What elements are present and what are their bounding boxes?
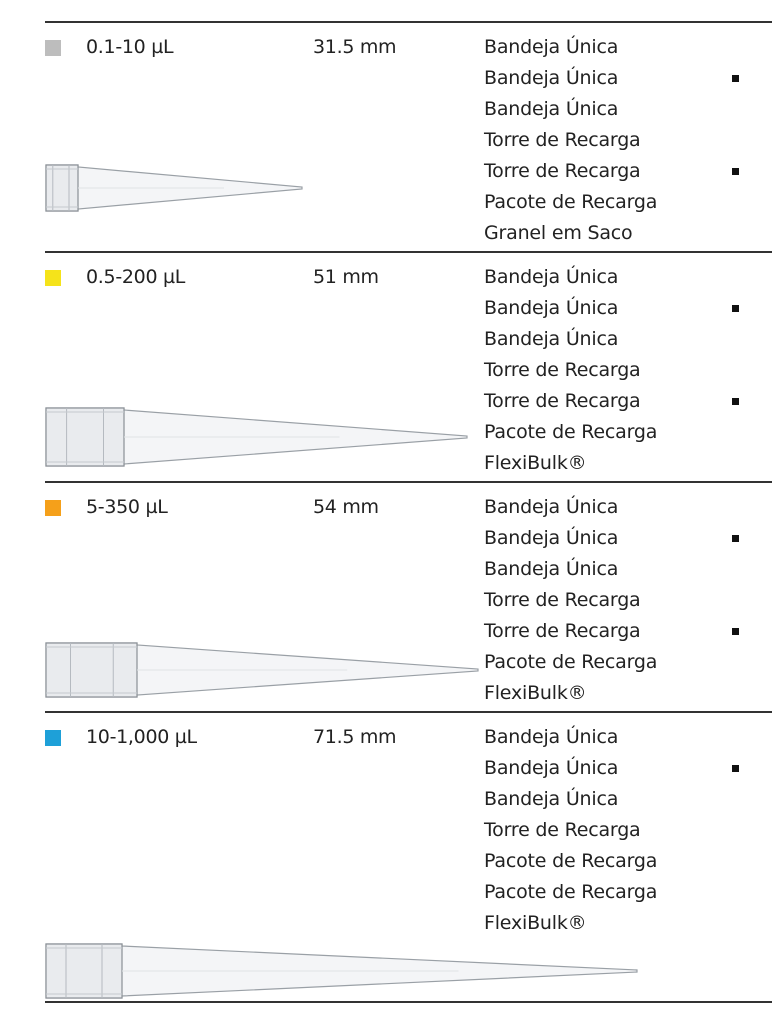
packaging-item (484, 187, 657, 218)
volume-range: 5-350 µL (86, 496, 168, 518)
packaging-item (484, 846, 657, 877)
table-row (0, 22, 772, 252)
packaging-item (484, 355, 657, 386)
pipette-tip-image (42, 406, 471, 468)
availability-marker (732, 765, 739, 772)
packaging-label: Pacote de Recarga (484, 421, 658, 443)
packaging-label: Torre de Recarga (484, 620, 641, 642)
availability-marker (732, 75, 739, 82)
packaging-list (484, 492, 657, 709)
packaging-list (484, 262, 657, 479)
packaging-label: Bandeja Única (484, 297, 619, 319)
packaging-item (484, 417, 657, 448)
packaging-item (484, 523, 657, 554)
packaging-label: Bandeja Única (484, 527, 619, 549)
packaging-item (484, 877, 657, 908)
table-row (0, 252, 772, 482)
packaging-item (484, 218, 657, 249)
volume-range: 0.1-10 µL (86, 36, 174, 58)
volume-range: 10-1,000 µL (86, 726, 197, 748)
packaging-label: FlexiBulk® (484, 452, 587, 474)
packaging-item (484, 722, 657, 753)
packaging-label: Torre de Recarga (484, 589, 641, 611)
color-swatch (45, 500, 61, 516)
packaging-item (484, 784, 657, 815)
packaging-label: Torre de Recarga (484, 390, 641, 412)
volume-range: 0.5-200 µL (86, 266, 186, 288)
packaging-item (484, 293, 657, 324)
packaging-list (484, 722, 657, 939)
packaging-item (484, 94, 657, 125)
packaging-label: Granel em Saco (484, 222, 633, 244)
packaging-item (484, 32, 657, 63)
availability-marker (732, 168, 739, 175)
packaging-item (484, 753, 657, 784)
pipette-tip-image (42, 163, 306, 213)
packaging-item (484, 156, 657, 187)
packaging-label: Pacote de Recarga (484, 881, 658, 903)
packaging-item (484, 125, 657, 156)
color-swatch (45, 40, 61, 56)
packaging-label: FlexiBulk® (484, 682, 587, 704)
packaging-item (484, 386, 657, 417)
availability-marker (732, 535, 739, 542)
packaging-item (484, 616, 657, 647)
pipette-tip-image (42, 641, 482, 699)
packaging-label: Pacote de Recarga (484, 850, 658, 872)
availability-marker (732, 628, 739, 635)
packaging-label: FlexiBulk® (484, 912, 587, 934)
packaging-item (484, 585, 657, 616)
packaging-label: Bandeja Única (484, 496, 619, 518)
tip-length: 31.5 mm (313, 36, 397, 58)
packaging-item (484, 492, 657, 523)
packaging-item (484, 554, 657, 585)
table-row (0, 482, 772, 712)
color-swatch (45, 730, 61, 746)
packaging-label: Bandeja Única (484, 266, 619, 288)
packaging-item (484, 324, 657, 355)
packaging-label: Bandeja Única (484, 98, 619, 120)
packaging-item (484, 647, 657, 678)
packaging-label: Bandeja Única (484, 726, 619, 748)
packaging-label: Bandeja Única (484, 67, 619, 89)
packaging-item (484, 815, 657, 846)
packaging-label: Pacote de Recarga (484, 191, 658, 213)
color-swatch (45, 270, 61, 286)
table-row (0, 712, 772, 1002)
packaging-item (484, 908, 657, 939)
packaging-label: Pacote de Recarga (484, 651, 658, 673)
availability-marker (732, 398, 739, 405)
packaging-item (484, 262, 657, 293)
packaging-item (484, 63, 657, 94)
packaging-label: Bandeja Única (484, 36, 619, 58)
availability-marker (732, 305, 739, 312)
tip-length: 54 mm (313, 496, 379, 518)
packaging-label: Torre de Recarga (484, 129, 641, 151)
packaging-label: Bandeja Única (484, 558, 619, 580)
pipette-tip-image (42, 942, 641, 1000)
packaging-item (484, 678, 657, 709)
tip-length: 71.5 mm (313, 726, 397, 748)
packaging-label: Bandeja Única (484, 757, 619, 779)
packaging-label: Torre de Recarga (484, 819, 641, 841)
packaging-label: Torre de Recarga (484, 359, 641, 381)
tip-length: 51 mm (313, 266, 379, 288)
packaging-label: Bandeja Única (484, 788, 619, 810)
packaging-list (484, 32, 657, 249)
packaging-item (484, 448, 657, 479)
packaging-label: Torre de Recarga (484, 160, 641, 182)
packaging-label: Bandeja Única (484, 328, 619, 350)
